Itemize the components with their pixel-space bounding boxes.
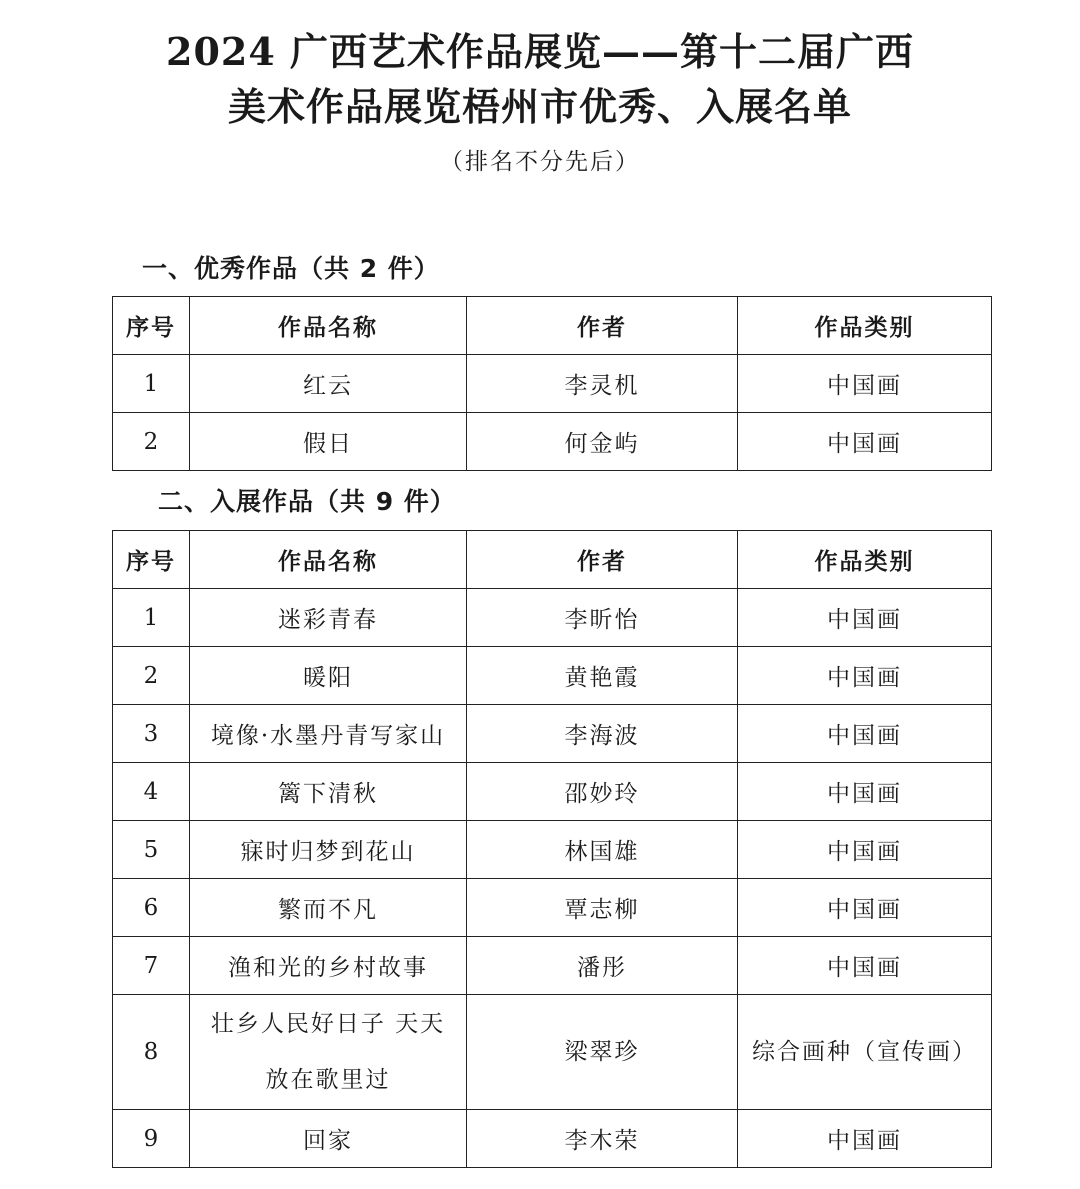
ranking-note: （排名不分先后） xyxy=(440,149,640,175)
header-work: 作品名称 xyxy=(190,297,467,355)
author-name: 邵妙玲 xyxy=(467,763,738,821)
work-title: 回家 xyxy=(190,1110,467,1168)
work-title: 境像·水墨丹青写家山 xyxy=(190,705,467,763)
work-category: 中国画 xyxy=(738,705,992,763)
author-name: 李海波 xyxy=(467,705,738,763)
table-row xyxy=(113,355,992,413)
work-title: 暖阳 xyxy=(190,647,467,705)
work-title: 壮乡人民好日子 天天放在歌里过 xyxy=(210,1011,446,1093)
title-line-1: 2024 广西艺术作品展览——第十二届广西 xyxy=(166,29,914,74)
work-title: 篱下清秋 xyxy=(190,763,467,821)
author-name: 林国雄 xyxy=(467,821,738,879)
header-index: 序号 xyxy=(113,297,190,355)
row-index: 2 xyxy=(113,647,190,705)
work-category: 中国画 xyxy=(738,647,992,705)
table-row xyxy=(113,705,992,763)
document-title xyxy=(0,24,1080,139)
work-category: 中国画 xyxy=(738,355,992,413)
work-title: 迷彩青春 xyxy=(190,589,467,647)
table-header-row xyxy=(113,531,992,589)
header-author: 作者 xyxy=(467,297,738,355)
header-category: 作品类别 xyxy=(738,297,992,355)
table-row xyxy=(113,1110,992,1168)
row-index: 6 xyxy=(113,879,190,937)
header-author: 作者 xyxy=(467,531,738,589)
author-name: 李昕怡 xyxy=(467,589,738,647)
row-index: 8 xyxy=(113,995,190,1110)
work-category: 中国画 xyxy=(738,937,992,995)
table-row xyxy=(113,821,992,879)
table-row xyxy=(113,937,992,995)
author-name: 李灵机 xyxy=(467,355,738,413)
work-title-cell xyxy=(190,995,467,1110)
row-index: 1 xyxy=(113,355,190,413)
work-title: 假日 xyxy=(190,413,467,471)
header-index: 序号 xyxy=(113,531,190,589)
author-name: 覃志柳 xyxy=(467,879,738,937)
row-index: 4 xyxy=(113,763,190,821)
row-index: 5 xyxy=(113,821,190,879)
work-category: 中国画 xyxy=(738,1110,992,1168)
row-index: 3 xyxy=(113,705,190,763)
work-category: 中国画 xyxy=(738,589,992,647)
author-name: 黄艳霞 xyxy=(467,647,738,705)
table-row xyxy=(113,995,992,1110)
work-category: 中国画 xyxy=(738,821,992,879)
selected-works-table xyxy=(112,530,992,1168)
table-row xyxy=(113,413,992,471)
work-title: 红云 xyxy=(190,355,467,413)
work-title: 寐时归梦到花山 xyxy=(190,821,467,879)
title-line-2: 美术作品展览梧州市优秀、入展名单 xyxy=(227,84,852,129)
section-heading-selected: 二、入展作品（共 9 件） xyxy=(158,487,456,516)
work-category: 中国画 xyxy=(738,879,992,937)
header-category: 作品类别 xyxy=(738,531,992,589)
work-title: 繁而不凡 xyxy=(190,879,467,937)
section-heading-excellent: 一、优秀作品（共 2 件） xyxy=(142,254,440,283)
author-name: 何金屿 xyxy=(467,413,738,471)
author-name: 梁翠珍 xyxy=(467,995,738,1110)
table-row xyxy=(113,647,992,705)
author-name: 潘彤 xyxy=(467,937,738,995)
row-index: 7 xyxy=(113,937,190,995)
work-category: 综合画种（宣传画） xyxy=(738,995,992,1110)
table-header-row xyxy=(113,297,992,355)
author-name: 李木荣 xyxy=(467,1110,738,1168)
table-row xyxy=(113,589,992,647)
header-work: 作品名称 xyxy=(190,531,467,589)
table-row xyxy=(113,879,992,937)
work-title: 渔和光的乡村故事 xyxy=(190,937,467,995)
row-index: 2 xyxy=(113,413,190,471)
work-category: 中国画 xyxy=(738,413,992,471)
work-category: 中国画 xyxy=(738,763,992,821)
excellent-works-table xyxy=(112,296,992,471)
row-index: 1 xyxy=(113,589,190,647)
row-index: 9 xyxy=(113,1110,190,1168)
table-row xyxy=(113,763,992,821)
